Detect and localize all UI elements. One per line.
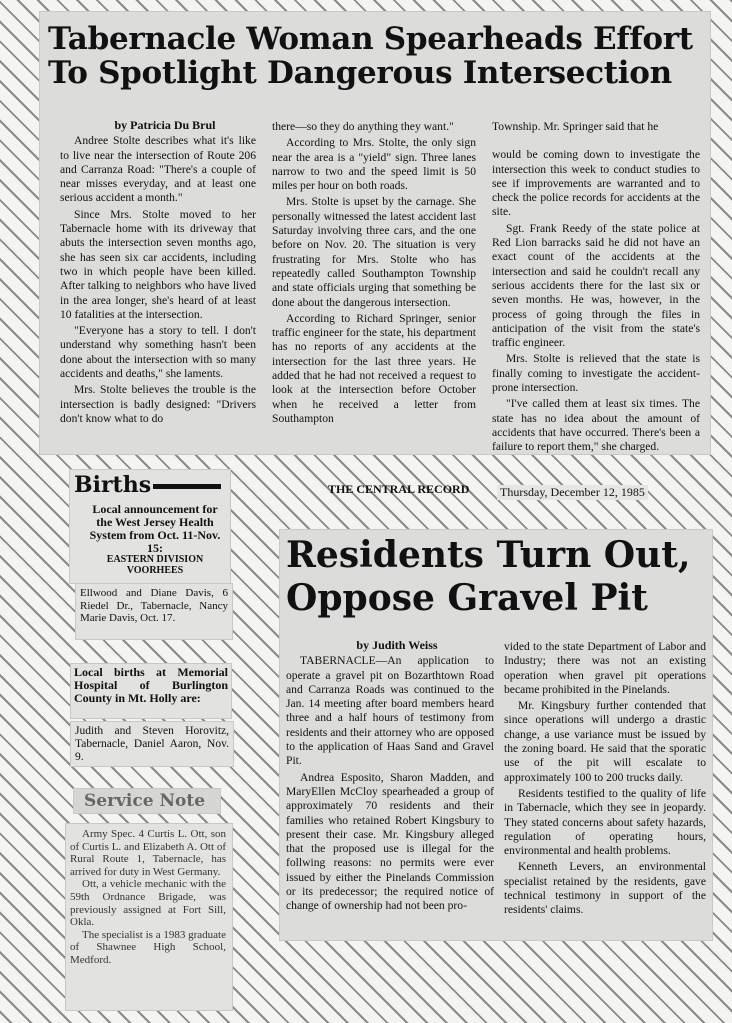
paragraph: vided to the state Department of Labor and Industry; there was not an existing operation when gravel pit operations became prohibited in the Pinelands. — [504, 640, 706, 696]
paragraph: Mrs. Stolte is upset by the carnage. She personally witnessed the latest accident last Saturday involving three cars, and the one before on Nov. 20. The situation is very frustrating for Mrs. Stolte who has repeatedly called Southampton Township and state officials urging that something be done about the dangerous intersection. — [272, 195, 476, 309]
paragraph: Township. Mr. Springer said that he — [492, 120, 659, 133]
article-column-3 — [492, 120, 700, 457]
service-note-text — [70, 828, 226, 967]
birth-entry-text: Judith and Steven Horovitz, Tabernacle, Daniel Aaron, Nov. 9. — [75, 725, 229, 763]
paragraph: TABERNACLE—An application to operate a gravel pit on Bozarthtown Road and Carranza Roads was continued to the Jan. 14 meeting after board members heard three and a half hours of testimony from residents and their attorney who are opposed to the application of Haas Sand and Gravel Pit. — [286, 654, 494, 768]
article-column-1 — [286, 638, 494, 916]
headline-line-2: Oppose Gravel Pit — [286, 577, 648, 619]
birth-entry-text: Ellwood and Diane Davis, 6 Riedel Dr., Tabernacle, Nancy Marie Davis, Oct. 17. — [80, 587, 228, 624]
article-gravel-pit — [280, 530, 712, 940]
paragraph: Kenneth Levers, an environmental specialist retained by the residents, gave technical testimony in support of the residents' claims. — [504, 860, 706, 917]
masthead-paper-name: THE CENTRAL RECORD — [328, 482, 470, 496]
paragraph: "Everyone has a story to tell. I don't understand why something hasn't been done about the intersection with so many accidents and deaths," she laments. — [60, 324, 256, 381]
births-entry-2 — [71, 722, 233, 766]
births-entry-1 — [76, 584, 232, 639]
rule-bar — [153, 484, 221, 489]
article-column-2 — [272, 120, 476, 428]
paragraph: Mrs. Stolte believes the trouble is the intersection is badly designed: "Drivers don't know what to do — [60, 383, 256, 425]
paragraph: Andrea Esposito, Sharon Madden, and MaryEllen McCloy spearheaded a group of approximately 70 residents and their families who retained Robert Kingsbury to present their case. Mr. Kingsbury alleged that the proposed use is illegal for the follwing reasons: no permits were ever issued by either the Pinelands Commission or its predecessor; the required notice of change of ownership had not been pro- — [286, 770, 494, 913]
masthead-date: Thursday, December 12, 1985 — [497, 485, 648, 500]
paragraph: Since Mrs. Stolte moved to her Tabernacle home with its driveway that abuts the intersection seven months ago, she has seen six car accidents, including two in which people have been killed. After talking to neighbors who have lived in the area longer, she's heard of at least 10 fatalities at the intersection. — [60, 207, 256, 321]
headline-line-1: Residents Turn Out, — [286, 534, 691, 576]
paragraph: Army Spec. 4 Curtis L. Ott, son of Curtis L. and Elizabeth A. Ott of Rural Route 1, Tabernacle, has arrived for duty in West Germany. — [70, 828, 226, 878]
births-division: EASTERN DIVISION VOORHEES — [106, 554, 204, 576]
article-column-2 — [504, 640, 706, 920]
headline-line-1: Tabernacle Woman Spearheads Effort — [48, 21, 693, 57]
paragraph: Sgt. Frank Reedy of the state police at Red Lion barracks said he did not have an exact count of the accidents at the intersection and said he couldn't recall any serious accidents there for the last six or seven months. He was, however, in the process of going through the files in anticipation of the visit from the state's traffic engineer. — [492, 221, 700, 350]
service-note-header — [74, 789, 220, 813]
paragraph: Mrs. Stolte is relieved that the state is finally coming to investigate the accident-prone intersection. — [492, 352, 700, 395]
paragraph: Mr. Kingsbury further contended that since operations will undergo a drastic change, a use variance must be issued by the zoning board. He said that the sporatic use of the pit will escalate to approximately 100 to 200 trucks daily. — [504, 699, 706, 784]
article-headline — [48, 22, 693, 90]
service-note-body — [66, 824, 232, 1010]
paragraph: Andree Stolte describes what it's like to live near the intersection of Route 206 and Carranza Road: "There's a couple of near misses everyday, and at least one serious accident a month." — [60, 134, 256, 205]
headline-line-2: To Spotlight Dangerous Intersection — [48, 55, 672, 92]
births-title: Births — [74, 472, 221, 498]
births-header-clipping — [70, 470, 230, 583]
service-note-title: Service Note — [84, 791, 206, 811]
article-byline: by Judith Weiss — [356, 638, 438, 652]
paragraph: would be coming down to investigate the intersection this week to conduct studies to see if improvements are warranted and to check the police records for accidents at the site. — [492, 148, 700, 219]
paragraph: The specialist is a 1983 graduate of Shawnee High School, Medford. — [70, 928, 226, 966]
paragraph: Ott, a vehicle mechanic with the 59th Ordnance Brigade, was previously assigned at Fort Sill, Okla. — [70, 878, 226, 929]
article-column-1 — [60, 118, 256, 428]
article-intersection — [40, 12, 710, 454]
births-intro-2 — [71, 664, 231, 718]
paragraph: According to Mrs. Stolte, the only sign near the area is a "yield" sign. Three lanes narrow to two and the speed limit is 50 miles per hour on both roads. — [272, 136, 476, 193]
paragraph: Residents testified to the quality of life in Tabernacle, which they see in jeopardy. They stated concerns about safety hazards, regulation of operating hours, environmental and health problems. — [504, 786, 706, 858]
paragraph: "I've called them at least six times. The state has no idea about the amount of accidents that have occurred. There's been a failure to report them," she charged. — [492, 397, 700, 454]
paragraph: there—so they do anything they want." — [272, 120, 454, 133]
article-headline — [286, 534, 690, 620]
article-byline: by Patricia Du Brul — [114, 118, 216, 132]
births-intro-2-text: Local births at Memorial Hospital of Burlington County in Mt. Holly are: — [74, 665, 228, 705]
paragraph: According to Richard Springer, senior traffic engineer for the state, his department has no reports of any accidents at the intersection for the last three years. He added that he had not received a request to look at the intersection before October when he received a letter from Southampton — [272, 311, 476, 425]
births-intro: Local announcement for the West Jersey Health System from Oct. 11-Nov. 15: — [89, 502, 221, 555]
